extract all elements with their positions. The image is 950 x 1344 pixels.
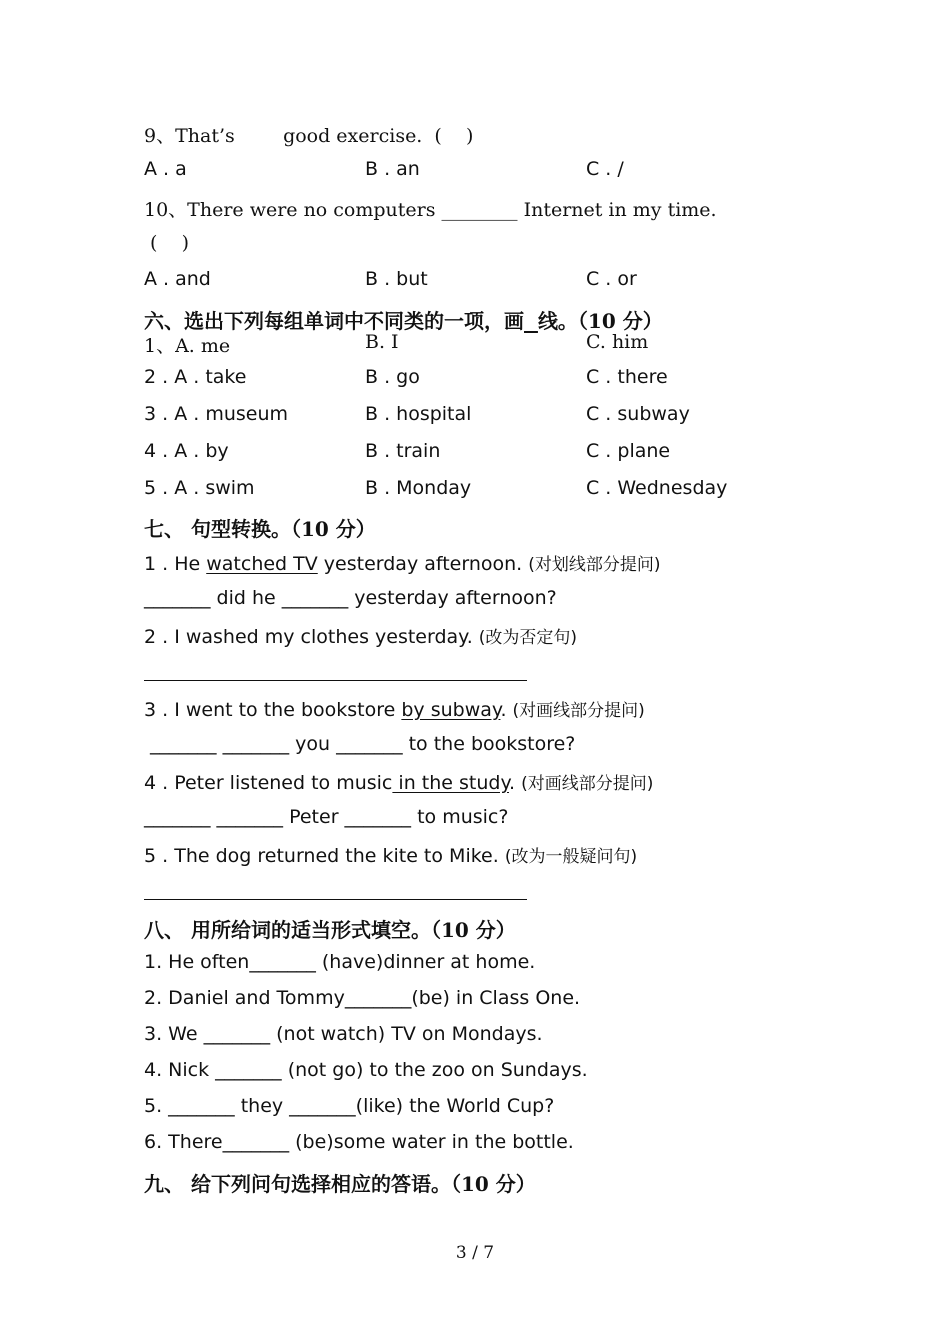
section-7-heading: 七、 句型转换。（10 分） (144, 517, 376, 541)
s6-item-1-b: B. I (365, 331, 399, 353)
s7-q2-instruction: (改为否定句) (478, 628, 578, 648)
s6-item-1-c: C. him (586, 331, 649, 353)
s6-item-3-c: C . subway (586, 403, 690, 425)
s6-item-5-b: B . Monday (365, 477, 472, 499)
section-9-heading: 九、 给下列问句选择相应的答语。（10 分） (144, 1172, 536, 1196)
s7-q4-instruction: (对画线部分提问) (521, 774, 654, 794)
section-6-heading-text: 六、选出下列每组单词中不同类的一项，画 (144, 309, 524, 333)
s8-item-4: 4. Nick _______ (not go) to the zoo on Sundays. (144, 1059, 588, 1081)
s7-question-2 (144, 623, 577, 648)
s6-item-4-b: B . train (365, 440, 441, 462)
s7-q3-text-end: . (500, 699, 513, 721)
q10-option-a: A . and (144, 268, 211, 290)
s7-answer-1: _______ did he _______ yesterday afternoon? (144, 587, 557, 609)
question-10: 10、There were no computers ________ Internet in my time. (144, 199, 717, 221)
s7-q5-text: 5 . The dog returned the kite to Mike. (144, 845, 505, 867)
s6-item-5-a: 5 . A . swim (144, 477, 255, 499)
s6-item-2-c: C . there (586, 366, 668, 388)
s7-answer-3: _______ _______ you _______ to the bookstore? (144, 733, 576, 755)
section-6-heading (144, 305, 663, 334)
s7-q5-instruction: (改为一般疑问句) (504, 847, 638, 867)
s6-item-1-a: 1、A. me (144, 335, 231, 357)
s7-q3-text: 3 . I went to the bookstore (144, 699, 402, 721)
s6-item-2-b: B . go (365, 366, 420, 388)
q9-option-a: A . a (144, 158, 187, 180)
section-6-heading-score: 线。（10 分） (537, 309, 663, 333)
s7-answer-4: _______ _______ Peter _______ to music? (144, 806, 509, 828)
s6-item-3-a: 3 . A . museum (144, 403, 289, 425)
s7-q1-text-end: yesterday afternoon. (317, 553, 529, 575)
s6-item-2-a: 2 . A . take (144, 366, 247, 388)
s7-question-4 (144, 769, 653, 794)
s8-item-3: 3. We _______ (not watch) TV on Mondays. (144, 1023, 543, 1045)
s6-item-4-a: 4 . A . by (144, 440, 229, 462)
s7-q3-underlined: by subway (401, 699, 501, 721)
s8-item-6: 6. There_______ (be)some water in the bottle. (144, 1131, 574, 1153)
section-6-heading-blank (524, 309, 538, 333)
s7-q1-instruction: (对划线部分提问) (528, 555, 661, 575)
s7-q2-text: 2 . I washed my clothes yesterday. (144, 626, 479, 648)
s7-q4-text-end: . (509, 772, 522, 794)
s7-q1-text: 1 . He (144, 553, 207, 575)
page-number: 3 / 7 (455, 1243, 495, 1263)
s7-question-3 (144, 696, 645, 721)
q9-option-c: C . / (586, 158, 624, 180)
s8-item-2: 2. Daniel and Tommy_______(be) in Class One. (144, 987, 581, 1009)
s7-q4-underlined: in the study (392, 772, 509, 794)
question-9: 9、That’s good exercise. ( ) (144, 125, 474, 147)
q10-option-c: C . or (586, 268, 637, 290)
s8-item-1: 1. He often_______ (have)dinner at home. (144, 951, 536, 973)
q9-option-b: B . an (365, 158, 420, 180)
s6-item-4-c: C . plane (586, 440, 671, 462)
q10-option-b: B . but (365, 268, 428, 290)
s6-item-5-c: C . Wednesday (586, 477, 728, 499)
section-8-heading: 八、 用所给词的适当形式填空。（10 分） (144, 918, 516, 942)
s6-item-3-b: B . hospital (365, 403, 472, 425)
s7-q4-text: 4 . Peter listened to music (144, 772, 393, 794)
s8-item-5: 5. _______ they _______(like) the World Cup? (144, 1095, 555, 1117)
s7-question-5 (144, 842, 637, 867)
s7-answer-2-line (144, 680, 527, 681)
s7-q1-underlined: watched TV (206, 553, 318, 575)
s7-q3-instruction: (对画线部分提问) (512, 701, 645, 721)
s7-question-1 (144, 550, 661, 575)
s7-answer-5-line (144, 899, 527, 900)
question-10-paren: ( ) (144, 232, 190, 254)
